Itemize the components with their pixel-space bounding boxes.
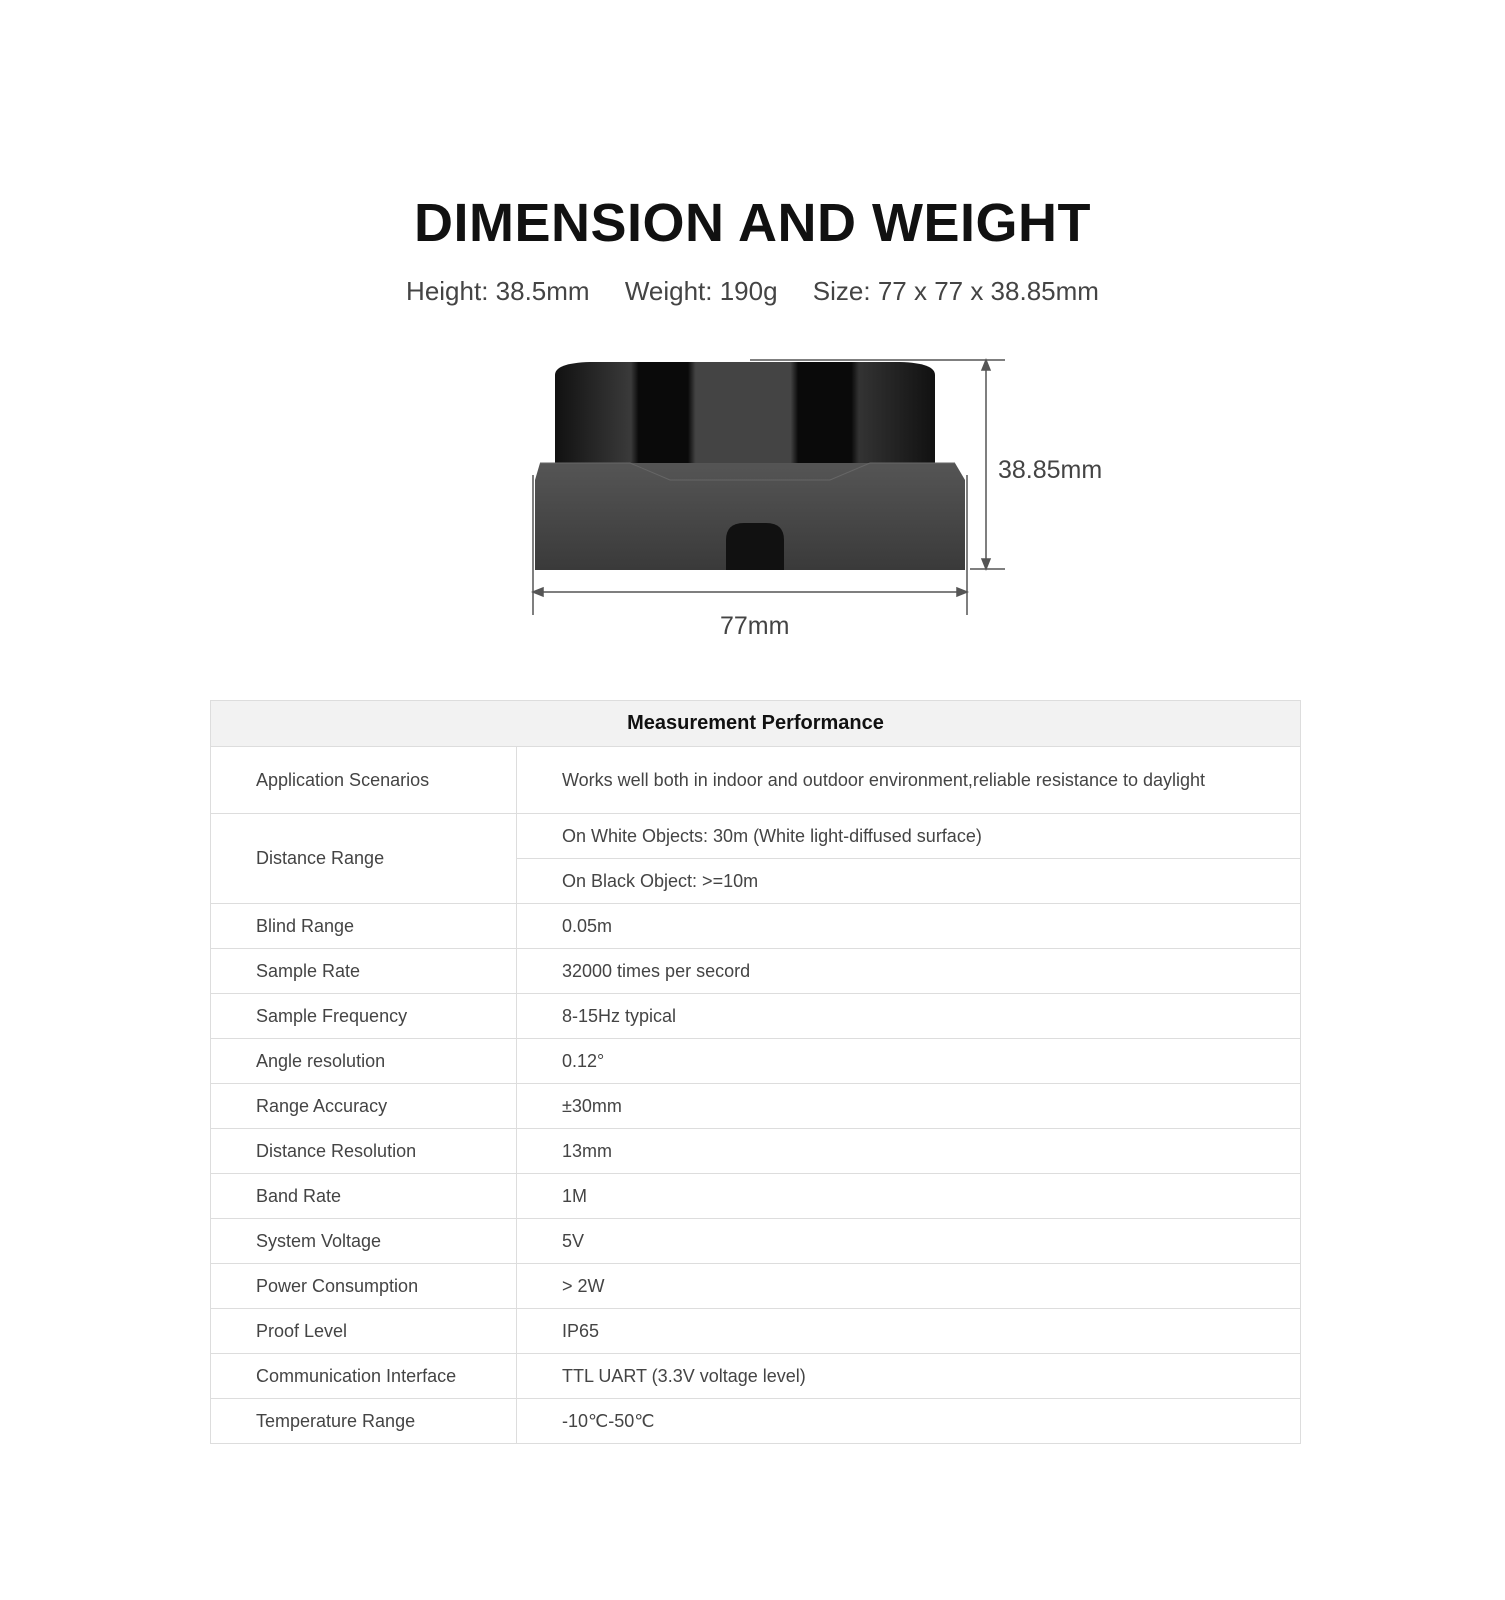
row-label: Communication Interface: [211, 1354, 517, 1399]
row-value: -10℃-50℃: [517, 1399, 1301, 1444]
row-value: Works well both in indoor and outdoor environment,reliable resistance to daylight: [517, 747, 1301, 814]
product-dimension-diagram: [530, 355, 1130, 655]
row-value: 5V: [517, 1219, 1301, 1264]
table-row: [211, 747, 1301, 814]
page-title: DIMENSION AND WEIGHT: [414, 193, 1091, 253]
table-row: [211, 1174, 1301, 1219]
row-value: TTL UART (3.3V voltage level): [517, 1354, 1301, 1399]
table-header: Measurement Performance: [211, 701, 1301, 747]
row-value: 8-15Hz typical: [517, 994, 1301, 1039]
row-label: Power Consumption: [211, 1264, 517, 1309]
lidar-sensor-image: [535, 362, 965, 570]
row-value: IP65: [517, 1309, 1301, 1354]
row-label: Application Scenarios: [211, 747, 517, 814]
row-label: Blind Range: [211, 904, 517, 949]
size-spec: Size: 77 x 77 x 38.85mm: [812, 276, 1099, 306]
row-label: Distance Resolution: [211, 1129, 517, 1174]
row-value: On Black Object: >=10m: [517, 859, 1301, 904]
row-label: Temperature Range: [211, 1399, 517, 1444]
row-value: 13mm: [517, 1129, 1301, 1174]
row-value: 0.05m: [517, 904, 1301, 949]
row-value: 1M: [517, 1174, 1301, 1219]
row-label: Range Accuracy: [211, 1084, 517, 1129]
table-row: [211, 1129, 1301, 1174]
row-label: System Voltage: [211, 1219, 517, 1264]
table-row: [211, 994, 1301, 1039]
width-dimension-label: 77mm: [720, 612, 790, 640]
row-value: On White Objects: 30m (White light-diffused surface): [517, 814, 1301, 859]
row-label: Angle resolution: [211, 1039, 517, 1084]
table-row: [211, 904, 1301, 949]
table-row: [211, 949, 1301, 994]
row-label: Proof Level: [211, 1309, 517, 1354]
table-row: [211, 1039, 1301, 1084]
height-spec: Height: 38.5mm: [406, 276, 590, 306]
row-label: Distance Range: [211, 814, 517, 904]
weight-spec: Weight: 190g: [624, 276, 778, 306]
measurement-performance-table: [210, 700, 1301, 1444]
row-value: ±30mm: [517, 1084, 1301, 1129]
height-dimension-label: 38.85mm: [998, 456, 1103, 484]
table-row: [211, 1354, 1301, 1399]
row-value: 0.12°: [517, 1039, 1301, 1084]
table-row: [211, 1084, 1301, 1129]
row-value: 32000 times per secord: [517, 949, 1301, 994]
specs-summary: [0, 276, 1505, 307]
table-row: [211, 1219, 1301, 1264]
row-label: Sample Rate: [211, 949, 517, 994]
table-row: [211, 814, 1301, 859]
table-row: [211, 1309, 1301, 1354]
table-row: [211, 1264, 1301, 1309]
table-row: [211, 1399, 1301, 1444]
row-value: > 2W: [517, 1264, 1301, 1309]
row-label: Sample Frequency: [211, 994, 517, 1039]
row-label: Band Rate: [211, 1174, 517, 1219]
